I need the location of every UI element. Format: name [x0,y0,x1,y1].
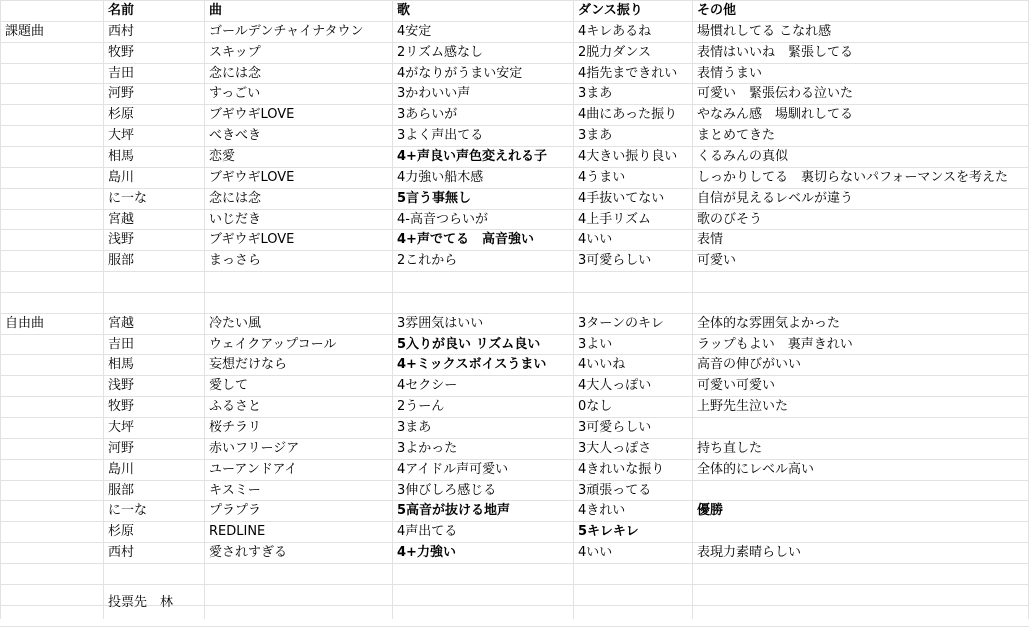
cell-vocal[interactable]: 4安定 [397,24,432,39]
cell-name[interactable]: 西村 [108,545,135,560]
cell-name[interactable]: 服部 [108,483,135,498]
cell-vocal[interactable]: 4アイドル声可愛い [397,462,509,477]
row-gridline [0,417,1029,418]
row-gridline [0,42,1029,43]
section-label[interactable]: 自由曲 [5,316,45,331]
cell-other[interactable]: ラップもよい 裏声きれい [697,337,853,352]
row-gridline [0,500,1029,501]
column-gridline [573,0,574,619]
cell-vocal[interactable]: 3伸びしろ感じる [397,483,497,498]
cell-other[interactable]: 高音の伸びがいい [697,357,802,372]
cell-vocal[interactable]: 4+声でてる 高音強い [397,232,534,247]
cell-vocal[interactable]: 4+声良い声色変えれる子 [397,149,547,164]
cell-dance[interactable]: 4きれい [578,503,626,518]
row-gridline [0,313,1029,314]
cell-song[interactable]: スキップ [209,45,261,60]
cell-vocal[interactable]: 3よかった [397,441,458,456]
cell-other[interactable]: やなみん感 場馴れしてる [697,107,854,122]
cell-song[interactable]: べきべき [209,128,262,143]
cell-other[interactable]: 全体的な雰囲気よかった [697,316,841,331]
row-gridline [0,292,1029,293]
row-gridline [0,521,1029,522]
column-gridline [204,0,205,619]
cell-dance[interactable]: 4上手リズム [578,212,652,227]
cell-name[interactable]: 大坪 [108,420,135,435]
cell-other[interactable]: 表情 [697,232,724,247]
section-label[interactable]: 課題曲 [5,24,45,39]
cell-song[interactable]: キスミー [209,483,261,498]
row-gridline [0,271,1029,272]
cell-other[interactable]: 自信が見えるレベルが違う [697,191,854,206]
cell-name[interactable]: 牧野 [108,45,135,60]
cell-vocal[interactable]: 2これから [397,253,458,268]
cell-other[interactable]: 表情はいいね 緊張してる [697,45,854,60]
cell-other[interactable]: 可愛い 緊張伝わる泣いた [697,86,854,101]
cell-name[interactable]: 相馬 [108,357,135,372]
cell-song[interactable]: すっごい [209,86,261,101]
row-gridline [0,209,1029,210]
cell-song[interactable]: 愛して [209,378,249,393]
row-gridline [0,480,1029,481]
cell-name[interactable]: に一な [108,503,148,518]
cell-song[interactable]: ふるさと [209,399,262,414]
cell-dance[interactable]: 0なし [578,399,613,414]
cell-name[interactable]: 服部 [108,253,135,268]
header-name[interactable]: 名前 [108,3,135,18]
cell-other[interactable]: 可愛い [697,253,737,268]
cell-other[interactable]: 持ち直した [697,441,763,456]
cell-other[interactable]: 可愛い可愛い [697,378,776,393]
cell-name[interactable]: 浅野 [108,232,135,247]
header-vocal[interactable]: 歌 [397,3,411,18]
cell-other[interactable]: 全体的にレベル高い [697,462,815,477]
cell-name[interactable]: 杉原 [108,107,135,122]
cell-vocal[interactable]: 4声出てる [397,524,458,539]
cell-song[interactable]: ブギウギLOVE [209,232,295,247]
cell-dance[interactable]: 5キレキレ [578,524,639,539]
cell-name[interactable]: 吉田 [108,66,135,81]
cell-vocal[interactable]: 2リズム感なし [397,45,484,60]
cell-vocal[interactable]: 4-高音つらいが [397,212,488,227]
cell-song[interactable]: ブギウギLOVE [209,107,295,122]
cell-vocal[interactable]: 3あらいが [397,107,458,122]
cell-song[interactable]: ユーアンドアイ [209,462,298,477]
row-gridline [0,104,1029,105]
row-gridline [0,459,1029,460]
cell-name[interactable]: 河野 [108,86,135,101]
cell-dance[interactable]: 3可愛らしい [578,420,652,435]
cell-other[interactable]: 表現力素晴らしい [697,545,802,560]
cell-dance[interactable]: 4いい [578,545,613,560]
cell-vocal[interactable]: 3雰囲気はいい [397,316,484,331]
cell-dance[interactable]: 3大人っぽさ [578,441,652,456]
cell-song[interactable]: まっさら [209,253,262,268]
cell-name[interactable]: 宮越 [108,316,135,331]
vote-cell[interactable]: 投票先 林 [108,595,174,610]
row-gridline [0,563,1029,564]
cell-name[interactable]: 河野 [108,441,135,456]
cell-name[interactable]: 浅野 [108,378,135,393]
cell-dance[interactable]: 4手抜いてない [578,191,665,206]
cell-other[interactable]: 場慣れしてる こなれ感 [697,24,832,39]
cell-song[interactable]: 妄想だけなら [209,357,288,372]
cell-vocal[interactable]: 4+力強い [397,545,456,560]
cell-name[interactable]: 島川 [108,462,135,477]
header-other[interactable]: その他 [697,3,737,18]
row-gridline [0,125,1029,126]
cell-song[interactable]: 冷たい風 [209,316,262,331]
row-gridline [0,438,1029,439]
cell-name[interactable]: 杉原 [108,524,135,539]
cell-dance[interactable]: 3よい [578,337,613,352]
cell-song[interactable]: 恋愛 [209,149,236,164]
cell-vocal[interactable]: 3よく声出てる [397,128,484,143]
cell-dance[interactable]: 3ターンのキレ [578,316,664,331]
cell-name[interactable]: 牧野 [108,399,135,414]
row-gridline [0,0,1029,1]
cell-song[interactable]: ゴールデンチャイナタウン [209,24,364,39]
header-dance[interactable]: ダンス振り [578,3,643,18]
cell-song[interactable]: いじだき [209,212,262,227]
cell-vocal[interactable]: 5高音が抜ける地声 [397,503,511,518]
cell-song[interactable]: 桜チラリ [209,420,262,435]
row-gridline [0,250,1029,251]
row-gridline [0,21,1029,22]
cell-other[interactable]: 表情うまい [697,66,763,81]
cell-name[interactable]: 大坪 [108,128,135,143]
cell-vocal[interactable]: 4力強い船木感 [397,170,484,185]
cell-name[interactable]: 吉田 [108,337,135,352]
cell-vocal[interactable]: 4+ミックスボイスうまい [397,357,547,372]
cell-other[interactable]: 優勝 [697,503,724,518]
cell-dance[interactable]: 4いい [578,232,613,247]
header-song[interactable]: 曲 [209,3,223,18]
cell-name[interactable]: 宮越 [108,212,135,227]
cell-dance[interactable]: 4うまい [578,170,626,185]
cell-song[interactable]: ブギウギLOVE [209,170,295,185]
cell-song[interactable]: 赤いフリージア [209,441,300,456]
row-gridline [0,584,1029,585]
column-gridline [0,0,1,619]
cell-song[interactable]: ウェイクアップコール [209,337,337,352]
cell-other[interactable]: 上野先生泣いた [697,399,789,414]
cell-vocal[interactable]: 3まあ [397,420,432,435]
column-gridline [692,0,693,619]
cell-other[interactable]: 歌のびそう [697,212,763,227]
cell-other[interactable]: まとめてきた [697,128,776,143]
cell-dance[interactable]: 4いいね [578,357,626,372]
cell-dance[interactable]: 4きれいな振り [578,462,665,477]
cell-vocal[interactable]: 4セクシー [397,378,458,393]
cell-name[interactable]: 島川 [108,170,135,185]
row-gridline [0,396,1029,397]
cell-name[interactable]: に一な [108,191,148,206]
cell-dance[interactable]: 4曲にあった振り [578,107,678,122]
cell-other[interactable]: しっかりしてる 裏切らないパフォーマンスを考えた [697,170,1008,185]
cell-song[interactable]: 愛されすぎる [209,545,288,560]
cell-vocal[interactable]: 2うーん [397,399,445,414]
cell-dance[interactable]: 2脱力ダンス [578,45,652,60]
cell-song[interactable]: REDLINE [209,524,266,539]
cell-name[interactable]: 相馬 [108,149,135,164]
cell-vocal[interactable]: 5入りが良い リズム良い [397,337,541,352]
cell-dance[interactable]: 3まあ [578,86,613,101]
cell-dance[interactable]: 4大きい振り良い [578,149,678,164]
cell-song[interactable]: 念には念 [209,191,262,206]
column-gridline [103,0,104,619]
cell-dance[interactable]: 4指先まできれい [578,66,678,81]
column-gridline [392,0,393,619]
cell-dance[interactable]: 4キレあるね [578,24,652,39]
cell-song[interactable]: 念には念 [209,66,262,81]
cell-vocal[interactable]: 3かわいい声 [397,86,471,101]
cell-other[interactable]: くるみんの真似 [697,149,789,164]
row-gridline [0,188,1029,189]
cell-dance[interactable]: 3まあ [578,128,613,143]
cell-dance[interactable]: 3頑張ってる [578,483,652,498]
cell-song[interactable]: プラプラ [209,503,262,518]
cell-vocal[interactable]: 4がなりがうまい安定 [397,66,523,81]
cell-dance[interactable]: 4大人っぽい [578,378,652,393]
cell-name[interactable]: 西村 [108,24,135,39]
row-gridline [0,375,1029,376]
cell-vocal[interactable]: 5言う事無し [397,191,472,206]
cell-dance[interactable]: 3可愛らしい [578,253,652,268]
row-gridline [0,542,1029,543]
